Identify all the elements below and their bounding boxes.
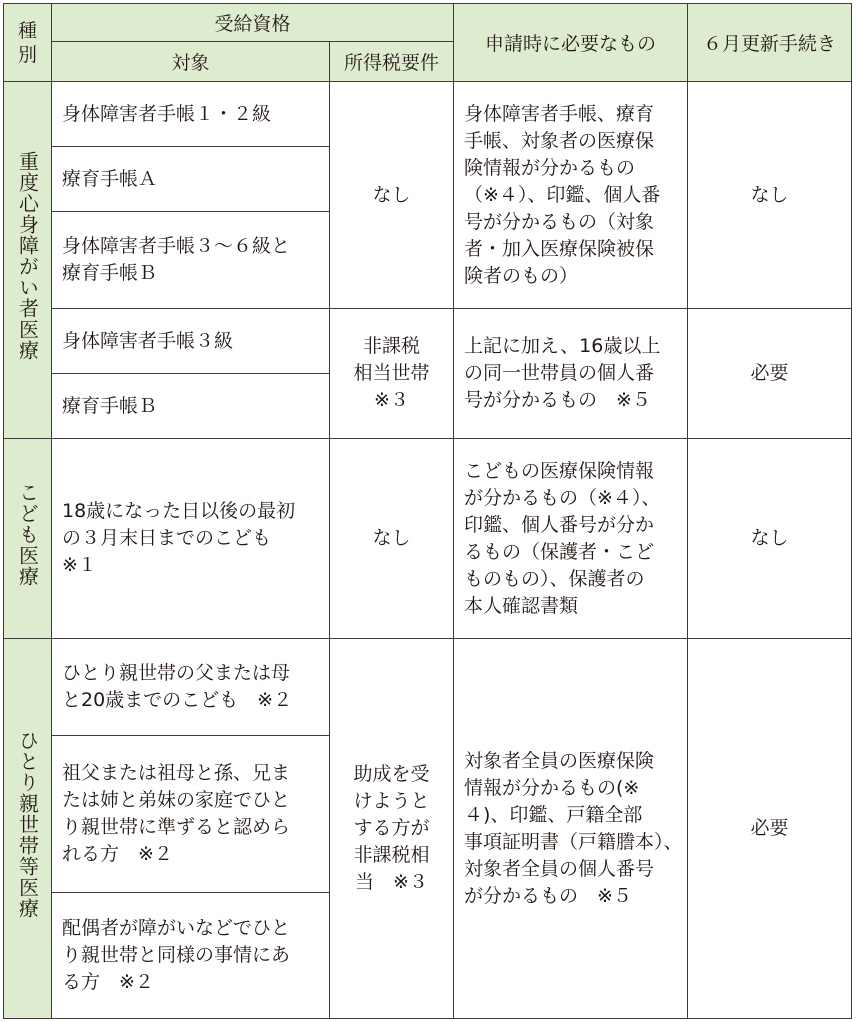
category-child-medical xyxy=(4,439,52,639)
header-eligibility: 受給資格 xyxy=(52,4,454,42)
income-cell: なし xyxy=(330,439,454,639)
target-cell: 身体障害者手帳１・２級 xyxy=(52,82,330,147)
target-cell: 療育手帳Ａ xyxy=(52,147,330,212)
category-label: ひとり親世帯等医療 xyxy=(15,730,40,919)
category-severe-disability xyxy=(4,82,52,439)
header-row-1 xyxy=(4,4,852,42)
income-cell: なし xyxy=(330,82,454,309)
category-label: こども医療 xyxy=(15,482,40,587)
header-documents: 申請時に必要なもの xyxy=(454,4,688,82)
header-target: 対象 xyxy=(52,42,330,82)
header-income-requirement: 所得税要件 xyxy=(330,42,454,82)
documents-cell: 対象者全員の医療保険 情報が分かるもの(※ ４)、印鑑、戸籍全部 事項証明書（戸籍謄本）、 対象者全員の個人番号 が分かるもの ※５ xyxy=(454,639,688,1019)
target-cell: 配偶者が障がいなどでひと り親世帯と同様の事情にあ る方 ※２ xyxy=(52,893,330,1019)
documents-cell: こどもの医療保険情報 が分かるもの（※４）、 印鑑、個人番号が分か るもの（保護者・こど ものもの）、保護者の 本人確認書類 xyxy=(454,439,688,639)
table-row xyxy=(4,439,852,639)
income-cell: 助成を受 けようと する方が 非課税相 当 ※３ xyxy=(330,639,454,1019)
header-category: 種 別 xyxy=(4,4,52,82)
renewal-cell: なし xyxy=(688,439,852,639)
income-cell: 非課税 相当世帯 ※３ xyxy=(330,309,454,439)
target-cell: 身体障害者手帳３級 xyxy=(52,309,330,374)
table-row xyxy=(4,82,852,147)
target-cell: 祖父または祖母と孫、兄ま たは姉と弟妹の家庭でひと り親世帯に準ずると認めら れる方 ※２ xyxy=(52,736,330,893)
target-cell: 18歳になった日以後の最初 の３月末日までのこども ※１ xyxy=(52,439,330,639)
category-single-parent xyxy=(4,639,52,1019)
target-cell: 身体障害者手帳３〜６級と 療育手帳Ｂ xyxy=(52,212,330,309)
target-cell: 療育手帳Ｂ xyxy=(52,374,330,439)
renewal-cell: 必要 xyxy=(688,639,852,1019)
table-row xyxy=(4,639,852,736)
renewal-cell: 必要 xyxy=(688,309,852,439)
documents-cell: 身体障害者手帳、療育 手帳、対象者の医療保 険情報が分かるもの （※４）、印鑑、個人番 号が分かるもの（対象 者・加入医療保険被保 険者のもの） xyxy=(454,82,688,309)
documents-cell: 上記に加え、16歳以上 の同一世帯員の個人番 号が分かるもの ※５ xyxy=(454,309,688,439)
target-cell: ひとり親世帯の父または母 と20歳までのこども ※２ xyxy=(52,639,330,736)
eligibility-table xyxy=(3,3,852,1019)
table-row xyxy=(4,309,852,374)
category-label: 重度心身障がい者医療 xyxy=(15,151,40,361)
header-june-renewal: ６月更新手続き xyxy=(688,4,852,82)
renewal-cell: なし xyxy=(688,82,852,309)
